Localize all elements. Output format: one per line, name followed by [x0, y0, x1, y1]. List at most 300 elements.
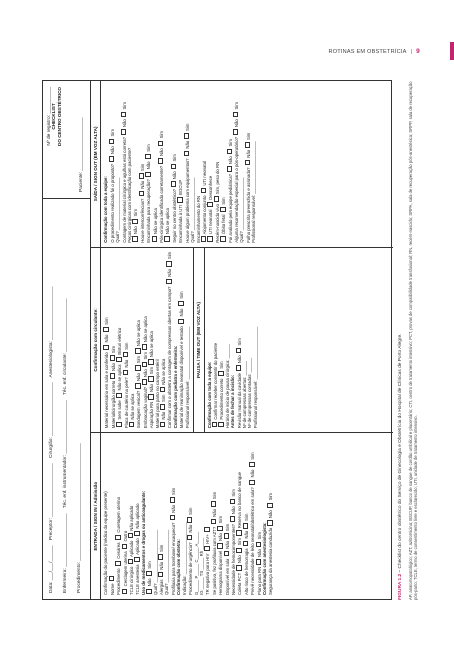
checkbox[interactable] [152, 236, 157, 241]
checklist-text: Material para parto no campo estéril [154, 359, 160, 429]
checklist-text: Sim [224, 523, 230, 533]
checklist-text: Não [110, 361, 116, 373]
checklist-text: Confirmação do paciente (médico da equipe presente) [103, 491, 109, 595]
checklist-text: Folha prescrita preenchida e assinada? [245, 166, 251, 243]
checklist-text: Segurança da anestesia conduzida [268, 526, 274, 595]
checklist-text: Confirmação com anestesiologista: [261, 522, 267, 595]
checklist-text: Sim [256, 531, 262, 541]
header-row-3 [77, 439, 82, 593]
checkbox[interactable] [230, 499, 235, 504]
checklist-text: Não [121, 118, 127, 129]
checklist-text: Plano para RN [256, 565, 262, 595]
checklist-text: Sim [227, 139, 233, 148]
checklist-text: Horário de início de pausa cirúrgica: ______ [224, 343, 230, 429]
checklist-text: Indicação: ______________________ [181, 521, 187, 595]
checklist-text: Não [159, 560, 165, 571]
checklist-text: Contagem de material cirúrgico e agulhas está correta? [121, 135, 127, 243]
checkbox[interactable] [160, 422, 165, 427]
checkbox[interactable] [171, 181, 176, 186]
header-field[interactable]: Procedimento: ____________________________________________ [77, 443, 82, 593]
checklist-text: Não [224, 539, 230, 551]
checkbox[interactable] [170, 515, 175, 520]
checkbox[interactable] [166, 261, 171, 266]
checklist-text: Embrocação vaginal? [142, 385, 148, 429]
checklist-text: Nº de compressas abertas: ______ [241, 360, 247, 429]
checkbox[interactable] [256, 542, 261, 547]
checklist-text: Sim [237, 536, 243, 547]
checklist-text: Sim [211, 491, 217, 501]
checkbox[interactable] [236, 565, 241, 570]
abbreviation-notes: AP, anatomopatológico; AZT, azitromicina; BSCUP, banco de sangue de cordão umbilical e placentário; CTI, centro de tratamento intensivo; PCT, provas de compatibilidade transfusional; RN, recém-nascido; SRPA, sala de recuperação pós-anestésica; SRPP, sala de recuperação pós-parto; TCLE, termo de consentimento livre e esclarecido; UTI, unidade de tratamento intensivo. [408, 81, 419, 600]
checkbox[interactable] [142, 379, 147, 384]
checkbox[interactable] [249, 462, 254, 467]
checklist-text: Encaminhamento do RN [195, 195, 201, 243]
checklist-text: Não se aplica [130, 393, 136, 421]
checklist-text: Encaminhada para recuperação? [146, 178, 152, 243]
checkbox[interactable] [224, 533, 229, 538]
checklist-text: Não se aplica [136, 320, 142, 348]
checkbox[interactable] [220, 236, 225, 241]
checklist-text: Não [171, 170, 177, 181]
checkbox[interactable] [128, 533, 133, 538]
header-field[interactable]: Preceptor: ____________________ [49, 463, 54, 541]
checklist-text: Sim [110, 345, 116, 355]
checklist-text: Confirmação com toda a equipe: [103, 176, 109, 243]
checkbox[interactable] [236, 365, 241, 370]
checklist-text: Profissional responsável: ______________________ [251, 141, 257, 243]
checkbox[interactable] [187, 535, 192, 540]
header-field[interactable]: Anestesiologista: ____________________ [49, 286, 54, 378]
checkbox[interactable] [145, 154, 150, 159]
checklist-text: Outro [122, 530, 128, 543]
checkbox[interactable] [217, 543, 222, 548]
checklist-text: Não [167, 267, 173, 279]
running-head-separator: | [410, 48, 413, 55]
checklist-text: Sim [149, 365, 155, 376]
checkbox[interactable] [103, 345, 108, 350]
column-subtitle: PAUSA / TIME OUT (EM VOZ ALTA) [193, 248, 204, 433]
form-columns [91, 81, 393, 599]
checkbox[interactable] [245, 160, 250, 165]
checklist-text: Prevê necessidade de leito neonatal/obstétrico em sala? [250, 486, 256, 595]
checklist-title-line: DO CENTRO OBSTÉTRICO [56, 87, 62, 146]
checklist-text: G_____ P_____ C_____ A_____ [193, 531, 199, 595]
checklist-text: Sim [171, 154, 177, 163]
checklist-text: Não [142, 368, 148, 379]
checklist-text: Nº de compressas contadas: ______ [247, 357, 253, 429]
checkbox[interactable] [132, 219, 137, 224]
column-title: SAÍDA / SIGN OUT (EM VOZ ALTA) [91, 81, 101, 247]
checklist-text: Sim [159, 544, 165, 554]
checklist-text: Qual? ______________________ [190, 177, 196, 243]
checklist-text: Placa de cautério na pele? [123, 376, 129, 429]
figure-caption-text: Checklist do centro obstétrico do Serviço de Ginecologia e Obstetrícia do Hospital de Clínicas de Porto Alegre. [398, 333, 403, 569]
checkbox[interactable] [135, 348, 140, 353]
checkbox[interactable] [115, 535, 120, 540]
checklist-text: Sim [146, 144, 152, 153]
checklist-text: Qual? ______________________ [152, 529, 158, 595]
checklist-text: Curetagem uterina [116, 497, 122, 534]
checklist-text: Não [237, 554, 243, 565]
checkbox[interactable] [148, 394, 153, 399]
checklist-text: Hemograma disponível [218, 549, 224, 595]
checklist-text: UTI neonatal [208, 208, 214, 236]
checkbox[interactable] [129, 422, 134, 427]
checkbox[interactable] [184, 151, 189, 156]
column-title: Confirmação com circulante: [91, 248, 101, 433]
checkbox[interactable] [204, 546, 209, 551]
checklist-text: Sim [230, 489, 236, 498]
checklist-text: Sim [221, 197, 227, 206]
checklist-text: Revisão manual da cavidade [236, 371, 242, 429]
checklist-text: Aspiração RN [149, 400, 155, 429]
checklist-text: Sim [133, 209, 139, 218]
checklist-text: Não [133, 225, 139, 236]
checklist-text: Não [139, 179, 145, 190]
checklist-text: Sim [218, 515, 224, 525]
checklist-text: Sem sabe [117, 399, 123, 421]
checklist-text: Não se aplica [161, 358, 167, 386]
checklist-line [253, 252, 258, 429]
checklist-text: Sim [245, 132, 251, 142]
checklist-text: Não se aplica [117, 363, 123, 392]
checklist-text: Alto risco de hemorragia [243, 547, 249, 595]
header-row-2 [63, 294, 68, 593]
checkbox[interactable] [123, 370, 128, 375]
checklist-text: Material de reanimação neonatal disponível e testado [179, 325, 185, 429]
checklist-text: Não [230, 505, 236, 516]
checklist-text: TR negativo para HIV [205, 552, 211, 595]
checklist-text: O procedimento realizado foi o proposto? [109, 162, 115, 243]
checkbox[interactable] [158, 554, 163, 559]
running-head-title: ROTINAS EM OBSTETRÍCIA [328, 48, 407, 55]
column-pausa [91, 247, 393, 433]
checkbox[interactable] [207, 236, 212, 241]
checkbox[interactable] [230, 516, 235, 521]
checkbox[interactable] [249, 480, 254, 485]
header-field[interactable]: Enfermeira: ____________________ [63, 513, 68, 593]
checklist-text: Aplicado [135, 537, 141, 556]
checklist-text: Não [250, 468, 256, 479]
form-header [43, 81, 91, 599]
checkbox[interactable] [178, 301, 183, 306]
checkbox[interactable] [134, 557, 139, 562]
checklist-text: IG _____ TS _____ Rh _____ [198, 537, 204, 595]
checklist-line [251, 85, 256, 243]
checkbox[interactable] [214, 196, 219, 201]
column-items [103, 252, 190, 429]
checklist-text: Não [161, 410, 167, 421]
checklist-text: Sim [219, 361, 225, 370]
checkbox[interactable] [121, 112, 126, 117]
checkbox[interactable] [256, 559, 261, 564]
checklist-text: Não aplicado [129, 505, 135, 532]
checklist-text: Houve algum problema com equipamentos? [184, 157, 190, 243]
checkbox[interactable] [109, 576, 114, 581]
checkbox[interactable] [218, 371, 223, 376]
checklist-text: Desconhece [208, 175, 214, 201]
checkbox[interactable] [158, 141, 163, 146]
checklist-text: Procedimento correto [219, 377, 225, 421]
checklist-text: Peças cirúrgicas com identificação com paciente? [127, 147, 133, 243]
checklist-text: Sim [136, 354, 142, 365]
header-right-box [43, 81, 90, 199]
checklist-text: Não se aplica [142, 316, 148, 344]
header-field[interactable]: Téc. enf. circulante: ____________________ [63, 298, 68, 395]
checklist-text: Sim [121, 102, 127, 111]
checklist-text: Não [170, 503, 176, 515]
checklist-text: Sim [167, 251, 173, 261]
checklist-text: Não [211, 507, 217, 519]
checkbox[interactable] [243, 523, 248, 528]
checklist-text: Reserva no banco de sangue [237, 472, 243, 530]
checkbox[interactable] [243, 541, 248, 546]
checkbox[interactable] [110, 355, 115, 360]
checkbox[interactable] [123, 352, 128, 357]
checkbox[interactable] [128, 559, 133, 564]
checklist-text: Pós-cirúrgica identificada corretamente? [159, 164, 165, 243]
checkbox[interactable] [121, 129, 126, 134]
checkbox[interactable] [164, 236, 169, 241]
checklist-text: Sim [123, 342, 129, 352]
checklist-text: Sim, peso do RN [214, 161, 220, 196]
checkbox[interactable] [166, 279, 171, 284]
checklist-text: Não [243, 529, 249, 540]
checkbox[interactable] [201, 188, 206, 193]
checkbox[interactable] [233, 129, 238, 134]
checklist-text: Recém-nascido vivo [214, 202, 220, 243]
checkbox[interactable] [148, 359, 153, 364]
checklist-text: Sim [250, 452, 256, 461]
checkbox[interactable] [110, 373, 115, 378]
checklist-text: Uso de medicamentos e drogas ou anticoagulante: [140, 490, 146, 595]
checkbox[interactable] [220, 207, 225, 212]
checkbox[interactable] [116, 422, 121, 427]
checkbox[interactable] [211, 501, 216, 506]
checkbox[interactable] [160, 404, 165, 409]
checkbox[interactable] [236, 548, 241, 553]
checklist-text: Aplicado [129, 539, 135, 558]
checkbox[interactable] [187, 517, 192, 522]
checklist-text: Sim [161, 393, 167, 404]
checklist-text: Confirmar com o obstetra a contagem de compressas abertas em campo? [167, 285, 173, 429]
checkbox[interactable] [122, 589, 127, 594]
checkbox[interactable] [170, 497, 175, 502]
checkbox[interactable] [267, 520, 272, 525]
checklist-form [42, 80, 392, 600]
checkbox[interactable] [233, 112, 238, 117]
checklist-text: Cesárea [116, 541, 122, 560]
checklist-text: Confirmação com toda a equipe: [206, 361, 212, 429]
checkbox[interactable] [132, 236, 137, 241]
checkbox[interactable] [139, 173, 144, 178]
checkbox[interactable] [145, 172, 150, 177]
checklist-text: BOCUP [178, 179, 184, 197]
checklist-text: Houve intercorrências? [139, 197, 145, 243]
checklist-text: TCLE cirúrgico [129, 565, 135, 595]
checklist-text: Não [149, 382, 155, 394]
checklist-text: Sim [142, 350, 148, 361]
checkbox[interactable] [204, 527, 209, 532]
checkbox[interactable] [171, 164, 176, 169]
checkbox[interactable] [211, 519, 216, 524]
checklist-text: Sim [159, 130, 165, 140]
checklist-text: Sim [184, 123, 190, 133]
checklist-text: Sim [268, 493, 274, 502]
checklist-text: Encaminhada à UTI [178, 203, 184, 243]
checklist-text: Sondagem vesical? [136, 389, 142, 429]
column-title: ENTRADA / SIGN IN / Admissão [91, 433, 101, 599]
checklist-text: Profissional responsável: ______________________ [252, 326, 258, 429]
checklist-text: Qual? ______________________ [164, 529, 170, 595]
header-field[interactable]: Cirurgião: ____________________ [49, 382, 54, 458]
checkbox[interactable] [134, 531, 139, 536]
checklist-text: Bisturi elétrico [117, 327, 123, 356]
checklist-text: Material/cirurgião correto [110, 379, 116, 429]
figure-caption [398, 80, 404, 600]
checklist-text: Sim [188, 507, 194, 517]
checklist-text: HIV+ [205, 533, 211, 546]
checkbox[interactable] [245, 142, 250, 147]
checkbox[interactable] [207, 202, 212, 207]
checklist-text: Não se aplica [152, 208, 158, 236]
checklist-text: Confirmação com pediatra e enfermeira: [172, 345, 178, 429]
checkbox[interactable] [236, 348, 241, 353]
checklist-text: Não [159, 146, 165, 158]
checklist-text: Alojamento conjunto [201, 194, 207, 236]
registro-field[interactable]: Nº de registro: __________ [47, 87, 52, 146]
checklist-text: Não [184, 139, 190, 150]
checkbox[interactable] [103, 327, 108, 332]
checkbox[interactable] [201, 236, 206, 241]
checklist-text: Qual? ______________________ [115, 177, 121, 243]
checklist-text: Não [123, 358, 129, 369]
checklist-text: Não [268, 509, 274, 520]
checklist-text: Alergias [159, 578, 165, 595]
rotated-page-content [28, 80, 432, 600]
column-saida [91, 81, 393, 247]
checklist-text: Sim [179, 291, 185, 300]
checkbox[interactable] [122, 544, 127, 549]
checklist-text: Não [245, 148, 251, 159]
checklist-text: Sim [233, 102, 239, 111]
checklist-text: Confirmação com obstetra: [176, 539, 182, 595]
checkbox[interactable] [177, 197, 182, 202]
checklist-text: Não se aplica [165, 208, 171, 236]
checklist-text: Foi avaliado pela equipe pediátrica? [227, 172, 233, 243]
checkbox[interactable] [224, 551, 229, 556]
page-edge-tab [450, 42, 454, 60]
paciente-field[interactable]: Paciente: ____________________ [79, 117, 84, 192]
checklist-text: Cerclagem uterina [122, 550, 128, 588]
checkbox[interactable] [178, 319, 183, 324]
checklist-text: Sim [139, 163, 145, 173]
checkbox[interactable] [109, 156, 114, 161]
checklist-text: TCLE anestesia [135, 563, 141, 595]
checklist-text: Não [233, 118, 239, 129]
column-items [103, 437, 273, 595]
checklist-title [51, 87, 62, 146]
checklist-text: Sim [147, 561, 153, 570]
checklist-text: Sim [109, 129, 115, 138]
checkbox[interactable] [146, 589, 151, 594]
checklist-text: Necessidade de hemocomponentes? [230, 522, 236, 595]
column-entrada [91, 432, 393, 599]
checkbox[interactable] [135, 383, 140, 388]
checklist-text: Procedimento de urgência? [188, 541, 194, 595]
checkbox[interactable] [142, 344, 147, 349]
checklist-text: Alguma recomendação especial para o pós-operatório? [233, 135, 239, 243]
column-items-2 [207, 252, 259, 429]
column-items [103, 85, 256, 243]
checklist-text: Material necessário em sala e conferido [104, 351, 110, 429]
checkbox[interactable] [158, 158, 163, 163]
checkbox[interactable] [212, 422, 217, 427]
checklist-text: Coleta PCT [237, 571, 243, 595]
checklist-text: Não [227, 155, 233, 166]
checklist-text: Sim [104, 317, 110, 327]
checkbox[interactable] [148, 376, 153, 381]
checkbox[interactable] [116, 357, 121, 362]
checklist-text: Sim [236, 338, 242, 347]
checklist-text: Não se aplica [149, 331, 155, 359]
checklist-text: Não aplicado [135, 503, 141, 530]
checkbox[interactable] [115, 561, 120, 566]
checklist-text: Disponível em sala [224, 557, 230, 595]
checklist-text: Não [104, 333, 110, 344]
checkbox[interactable] [160, 387, 165, 392]
checklist-text: UTI neonatal [201, 161, 207, 187]
checkbox[interactable] [184, 133, 189, 138]
checklist-text: Nome [109, 582, 115, 595]
checklist-text: Não [256, 547, 262, 559]
checklist-text: Não [179, 307, 185, 318]
checkbox[interactable] [227, 166, 232, 171]
checkbox[interactable] [146, 571, 151, 576]
header-row-1 [49, 282, 54, 593]
checklist-line [249, 437, 255, 595]
page-number: 9 [416, 48, 420, 55]
checklist-text: Não [136, 371, 142, 383]
checklist-text: Qual? ______________________ [239, 177, 245, 243]
checkbox[interactable] [142, 362, 147, 367]
checkbox[interactable] [109, 139, 114, 144]
checkbox[interactable] [227, 149, 232, 154]
checklist-text: Não [146, 160, 152, 171]
checklist-text: Não [236, 354, 242, 365]
checklist-line [185, 252, 190, 429]
checklist-text: Óbito fetal [221, 213, 227, 236]
checkbox[interactable] [116, 393, 121, 398]
checkbox[interactable] [139, 191, 144, 196]
checklist-text: Confirmar receber consentir do paciente [212, 342, 218, 421]
checkbox[interactable] [135, 365, 140, 370]
header-field[interactable]: Téc. enf. instrumentador: ____________________ [63, 400, 68, 509]
figure-label: FIGURA 1.2 – [398, 569, 403, 600]
checkbox[interactable] [218, 422, 223, 427]
checkbox[interactable] [217, 526, 222, 531]
checklist-text: Profilaxia para trombose/ enxaqueca? [170, 521, 176, 595]
checklist-text: Procedimento [116, 567, 122, 595]
checkbox[interactable] [267, 503, 272, 508]
header-field[interactable]: Data: ___/___/______ [49, 545, 54, 593]
checklist-text: Sim [243, 513, 249, 523]
checkbox[interactable] [236, 530, 241, 535]
checklist-line [267, 437, 273, 595]
checkbox[interactable] [158, 572, 163, 577]
checklist-text: Seguir no centro obstétrico? [171, 187, 177, 243]
checklist-text: Não [218, 531, 224, 543]
